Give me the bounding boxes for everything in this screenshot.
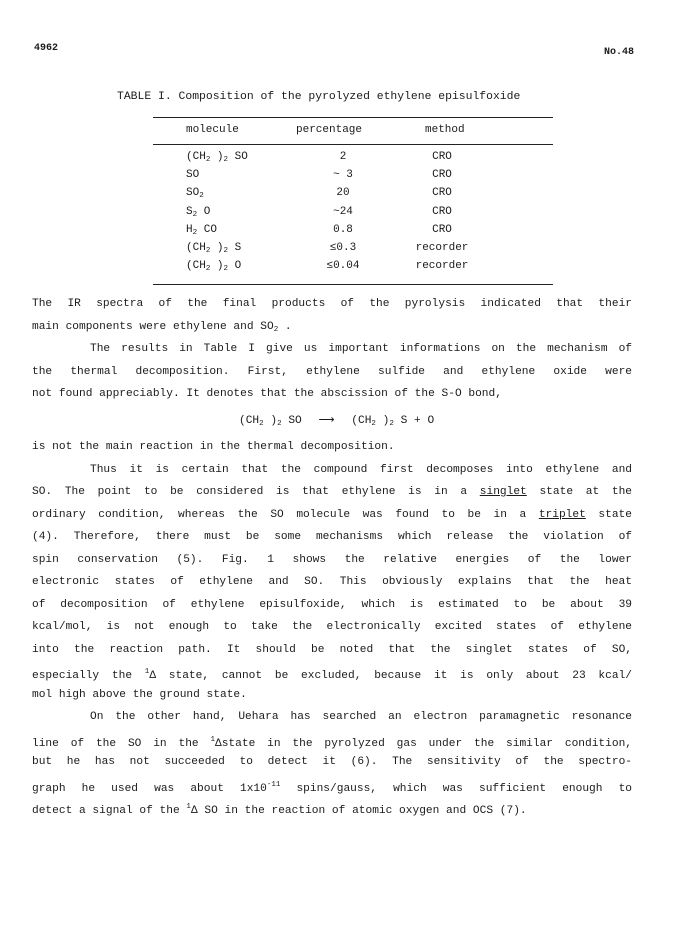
page-number: 4962 xyxy=(34,43,59,54)
table-cell-method: CRO xyxy=(432,169,452,182)
text-line: Thus it is certain that the compound first decomposes into ethylene and xyxy=(90,463,632,476)
table-cell-molecule: SO xyxy=(186,169,200,182)
table-cell-percentage: 2 xyxy=(339,151,347,163)
table-cell-percentage: 20 xyxy=(336,187,350,200)
text-line: detect a signal of the $^1$Δ SO in the reaction of atomic oxygen and OCS (7). xyxy=(32,803,527,817)
table-cell-percentage: ~ 3 xyxy=(333,169,353,182)
equation-right: ($CH_2$ )$_2$ S + O xyxy=(351,415,435,428)
text-line: line of the SO in the $^1$Δstate in the pyrolyzed gas under the similar condition, xyxy=(32,735,632,750)
table-bottom-rule xyxy=(153,284,553,285)
table-cell-molecule: $SO_2$ xyxy=(186,187,204,201)
table-cell-method: CRO xyxy=(432,151,452,163)
issue-number: No.48 xyxy=(604,47,635,58)
table-cell-molecule: ($CH_2$ )$_2$ SO xyxy=(186,151,248,164)
table-cell-percentage: ≤0.04 xyxy=(326,260,360,273)
table-cell-method: recorder xyxy=(415,260,469,273)
text-line: graph he used was about $1x10^{-11}$ spins/gauss, which was sufficient enough to xyxy=(32,780,632,795)
table-cell-molecule: $H_2$ CO xyxy=(186,223,217,237)
text-line: SO. The point to be considered is that ethylene is in a singlet state at the xyxy=(32,486,632,498)
column-header-method: method xyxy=(425,124,465,136)
text-line: On the other hand, Uehara has searched an electron paramagnetic resonance xyxy=(90,711,632,723)
column-header-molecule: molecule xyxy=(186,124,239,136)
equation-arrow: ⟶ xyxy=(318,413,335,426)
table-cell-molecule: ($CH_2$ )$_2$ S xyxy=(186,242,242,255)
text-line: mol high above the ground state. xyxy=(32,688,247,701)
table-cell-method: recorder xyxy=(415,242,469,254)
text-block-lower xyxy=(32,436,632,819)
table-cell-percentage: 0.8 xyxy=(333,223,353,236)
table-cell-percentage: ≤0.3 xyxy=(329,242,357,254)
text-block-upper xyxy=(32,293,632,406)
table-cell-molecule: $S_2$ O xyxy=(186,205,211,219)
text-line: main components were ethylene and $SO_2$ . xyxy=(32,320,292,334)
table-top-rule xyxy=(153,117,553,118)
table-cell-molecule: ($CH_2$ )$_2$ O xyxy=(186,260,242,274)
text-line: The results in Table I give us important informations on the mechanism of xyxy=(90,343,632,355)
text-line: of decomposition of ethylene episulfoxide, which is estimated to be about 39 xyxy=(32,598,632,611)
text-line: but he has not succeeded to detect it (6). The sensitivity of the spectro- xyxy=(32,756,632,768)
text-line: (4). Therefore, there must be some mechanisms which release the violation of xyxy=(32,531,632,543)
table-cell-method: CRO xyxy=(432,223,452,236)
table-caption: TABLE I. Composition of the pyrolyzed ethylene episulfoxide xyxy=(117,91,521,103)
table-cell-method: CRO xyxy=(432,205,452,218)
text-line: spin conservation (5). Fig. 1 shows the relative energies of the lower xyxy=(32,553,632,566)
column-header-percentage: percentage xyxy=(296,124,363,136)
text-line: not found appreciably. It denotes that the abscission of the S-O bond, xyxy=(32,388,502,400)
table-cell-percentage: ~24 xyxy=(333,205,353,218)
equation xyxy=(239,413,434,428)
text-line: is not the main reaction in the thermal decomposition. xyxy=(32,441,395,453)
text-line: ordinary condition, whereas the SO molecule was found to be in a triplet state xyxy=(32,508,632,521)
text-line: The IR spectra of the final products of the pyrolysis indicated that their xyxy=(32,298,632,310)
text-line: especially the $^1$Δ state, cannot be excluded, because it is only about 23 kcal/ xyxy=(32,668,632,682)
table-cell-method: CRO xyxy=(432,187,452,200)
equation-left: ($CH_2$ )$_2$ SO xyxy=(239,415,302,428)
text-line: kcal/mol, is not enough to take the electronically excited states of ethylene xyxy=(32,621,632,633)
text-line: electronic states of ethylene and SO. This obviously explains that the heat xyxy=(32,576,632,588)
table-header-rule xyxy=(153,144,553,145)
text-line: into the reaction path. It should be noted that the singlet states of SO, xyxy=(32,643,632,656)
text-line: the thermal decomposition. First, ethylene sulfide and ethylene oxide were xyxy=(32,365,632,378)
